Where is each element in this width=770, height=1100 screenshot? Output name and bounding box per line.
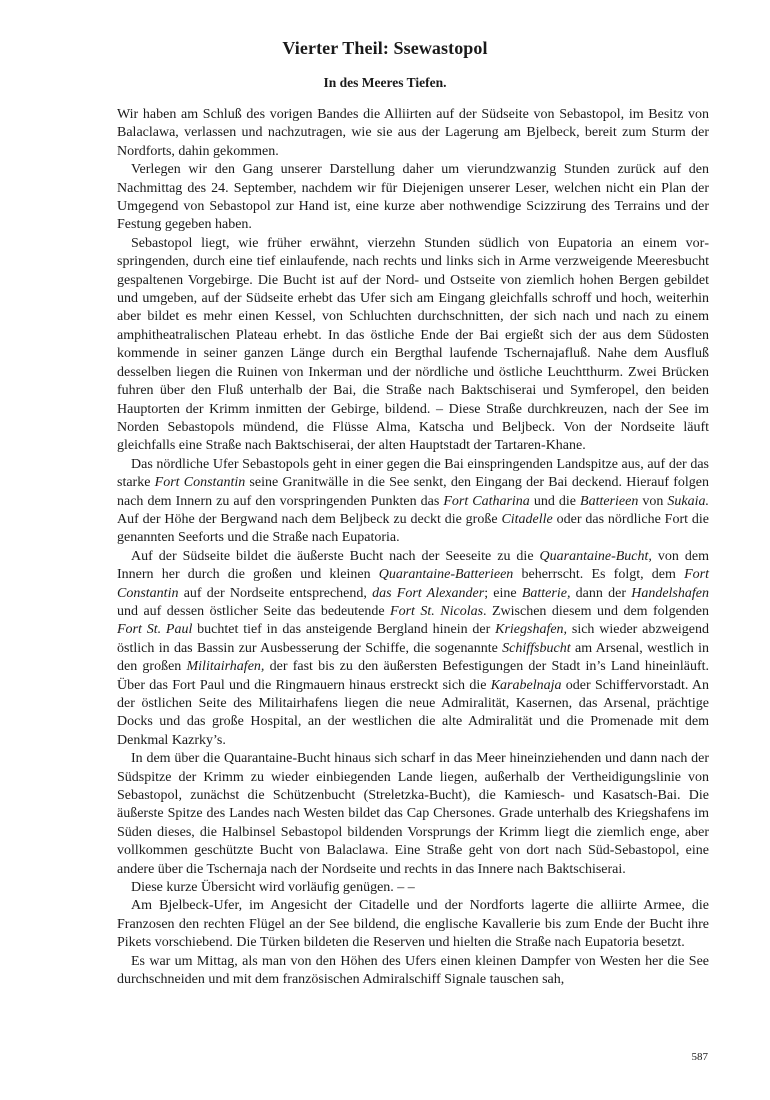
italic-run: Fort St. Paul <box>117 622 193 638</box>
italic-run: Kriegshafen, <box>495 622 568 638</box>
italic-run: Fort Constantin <box>117 567 709 601</box>
text-run: Auf der Südseite bildet die äußerste Bucht nach der Seeseite zu die <box>131 548 540 564</box>
chapter-title: Vierter Theil: Ssewastopol <box>282 38 488 58</box>
text-run: von <box>638 493 668 509</box>
italic-run: Quarantaine-Batterieen <box>378 567 514 583</box>
text-run: buchtet tief in das ansteigende Bergland hinein der <box>192 622 496 638</box>
italic-run: das Fort Alexander <box>372 585 485 601</box>
paragraph <box>117 548 709 750</box>
text-run: Es war um Mittag, als man von den Höhen des Ufers einen kleinen Dampfer von Westen her die See durchschneiden und mit dem französischen Admiralschiff Signale tauschen sah, <box>117 953 709 988</box>
text-run: Das nördliche Ufer Sebastopols geht in einer gegen die Bai einspringenden Landspitze aus, auf der das starke <box>117 456 709 491</box>
text-run: am Arsenal, westlich in den großen <box>117 640 709 675</box>
italic-run: Batterie, <box>521 585 571 601</box>
text-run: Verlegen wir den Gang unserer Darstellung daher um vierundzwanzig Stunden zurück auf den Nachmittag des 24. September, nachdem wir für Diejenigen unserer Leser, welchen nicht ein Plan der Umgegend von Sebastopol zur Hand ist, eine kurze aber nothwendige Scizzirung des Terrains und der Festung gegeben haben. <box>117 162 709 233</box>
paragraph <box>117 106 709 161</box>
text-run: Auf der Höhe der Bergwand nach dem Beljbeck zu deckt die große <box>117 511 502 527</box>
text-run: sich wieder abzweigend östlich in das Bassin zur Ausbesserung der Schiffe, die sogenannte <box>117 622 709 656</box>
italic-run: Fort Constantin <box>154 475 246 491</box>
italic-run: Karabelnaja <box>490 677 562 693</box>
text-run: . Zwischen diesem und dem folgenden <box>483 603 710 619</box>
text-run: In dem über die Quarantaine-Bucht hinaus sich scharf in das Meer hineinziehenden und dann nach der Südspitze der Krimm zu wieder einbiegenden Lande liegen, außerhalb der Vertheidigungslinie von Sebastopol, zunächst die Schützenbucht (Streletzka-Bucht), die Kamiesch- und Kasatsch-Bai. Die äußerste Spitze des Landes nach Westen bildet das Cap Chersones. Grade unterhalb des Kriegshafens im Süden dieses, die Halbinsel Sebastopol bildenden Vorsprungs der Krimm liegt die ziemlich enge, aber vollkommen geschützte Bucht von Balaclawa. Eine Straße geht von dort nach Süd-Sebastopol, eine andere über die Tschernaja nach der Nordseite und rechts in das Innere nach Baktschiserai. <box>117 751 709 877</box>
text-run: und die <box>529 493 581 509</box>
paragraph <box>117 456 709 548</box>
text-run: Diese kurze Übersicht wird vorläufig genügen. – – <box>131 880 415 896</box>
text-run: beherrscht. Es folgt, dem <box>513 567 685 583</box>
text-run: von dem Innern her durch die großen und kleinen <box>117 548 709 583</box>
text-run: auf der Nordseite entsprechend, <box>178 585 373 601</box>
paragraph <box>117 953 709 990</box>
text-run: Wir haben am Schluß des vorigen Bandes die Alliirten auf der Südseite von Sebastopol, im Besitz von Balaclawa, verlassen und nachzutragen, wie sie aus der Lagerung am Bjelbeck, bereit zum Sturm der Nordforts, dahin gekommen. <box>117 107 709 159</box>
section-title: In des Meeres Tiefen. <box>323 75 447 90</box>
italic-run: Sukaia. <box>667 493 710 509</box>
text-run: oder das nördliche Fort die genannten Seeforts und die Straße nach Eupatoria. <box>117 511 709 546</box>
paragraph <box>117 879 709 897</box>
italic-run: Batterieen <box>580 493 639 509</box>
text-run: und auf dessen östlicher Seite das bedeutende <box>117 603 391 619</box>
text-run: dann der <box>570 585 632 601</box>
italic-run: Quarantaine-Bucht, <box>539 548 652 564</box>
paragraph <box>117 235 709 456</box>
italic-run: Fort St. Nicolas <box>390 603 484 619</box>
text-run: Am Bjelbeck-Ufer, im Angesicht der Citadelle und der Nordforts lagerte die alliirte Armee, die Franzosen den rechten Flügel an der See bildend, die englische Kavallerie bis zum Ende der Bucht ihre Pikets vorschiebend. Die Türken bildeten die Reserven und hielten die Straße nach Eupatoria besetzt. <box>117 898 709 951</box>
paragraph <box>117 750 709 879</box>
body-text <box>117 106 709 990</box>
text-run: oder Schiffervorstadt. An der östlichen Seite des Militairhafens liegen die neue Admiralität, Kasernen, das Arsenal, prächtige Docks und das große Hospital, an der westlichen die alte Admiralität und die Promenade mit dem Denkmal Kazrky’s. <box>117 677 710 748</box>
italic-run: Handelshafen <box>631 585 709 601</box>
text-run: seine Granitwälle in die See senkt, den Eingang der Bai deckend. Hierauf folgen nach dem Innern zu auf den vorspringenden Punkten das <box>117 475 709 509</box>
italic-run: Militairhafen, <box>186 659 265 675</box>
italic-run: Fort Catharina <box>443 493 530 509</box>
italic-run: Schiffsbucht <box>502 640 571 656</box>
paragraph <box>117 897 709 952</box>
italic-run: Citadelle <box>501 511 553 527</box>
text-run: Sebastopol liegt, wie früher erwähnt, vierzehn Stunden südlich von Eupatoria an einem vorspringenden, durch eine tief einlaufende, nach rechts und links sich in Arme verzweigende Meeresbucht gespaltenen Vorgebirge. Die Bucht ist auf der Nord- und Ostseite von ziemlich hohen Bergen gebildet und umgeben, auf der Südseite erhebt das Ufer sich am Eingang gleichfalls schroff und hoch, weiterhin aber bildet es mehr einen Kessel, von Schluchten durchschnitten, der sich nach und nach zu einem amphitheatralischen Plateau erhebt. In das östliche Ende der Bai ergießt sich der aus dem Südosten kommende in seiner ganzen Länge durch ein Bergthal laufende Tschernajafluß. Nahe dem Ausfluß desselben liegen die Ruinen von Inkerman und der nördliche und östliche Leuchtthurm. Zwei Brücken fuhren über den Fluß unterhalb der Bai, die Straße nach Baktschiserai und Symferopel, den beiden Hauptorten der Krimm inmitten der Gebirge, bildend. – Diese Straße durchkreuzen, nach der See im Norden Sebastopols mündend, die Flüsse Alma, Katscha und Beljbeck. Von der Nordseite läuft gleichfalls eine Straße nach Baktschiserai, der alten Hauptstadt der Tartaren-Khane. <box>117 235 709 454</box>
text-run: ; eine <box>484 585 522 601</box>
page-number: 587 <box>691 1051 708 1063</box>
paragraph <box>117 161 709 235</box>
text-run: der fast bis zu den äußersten Befestigungen der Stadt in’s Land hineinläuft. Über das Fort Paul und die Ringmauern hinaus erstreckt sich die <box>117 659 709 693</box>
